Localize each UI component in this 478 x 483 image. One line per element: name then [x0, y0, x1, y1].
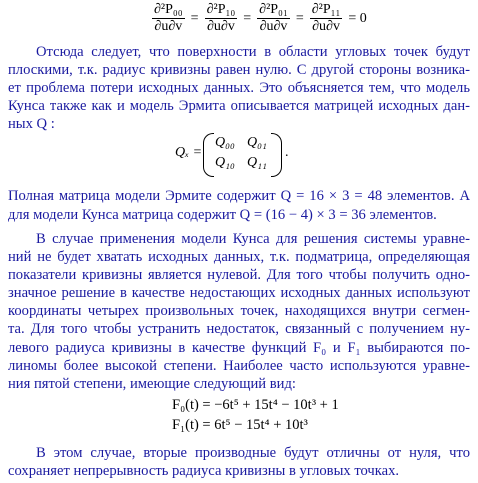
paragraph2-line: Полная матрица модели Эрмите содержит Q = 16 × 3 = 48 элементов. А — [8, 188, 470, 204]
matrix-lhs: Qₓ = — [175, 145, 203, 160]
paragraph1-line: ных Q : — [8, 116, 55, 132]
paragraph3-line: та. Для того чтобы устранить недостаток, связанный с получением ну- — [8, 321, 470, 337]
paragraph3-line: ния пятой степени, имеющие следующий вид: — [8, 376, 296, 392]
paragraph3-line: линомы более высокой степени. Наиболее часто используются уравне- — [8, 358, 470, 374]
fraction-2: $\frac{\text{∂²P₁₀}}{\partial u\partial v}$ — [206, 2, 236, 34]
matrix-cell: Q₁₀ — [215, 155, 235, 170]
matrix-cell: Q₀₀ — [215, 135, 235, 150]
paragraph3-line: ний не будет хватать исходных данных, т.к. подматрица, определяющая — [8, 249, 470, 265]
formula-f1: F₁(t) = 6t⁵ − 15t⁴ + 10t³ — [172, 417, 308, 433]
formula-f0: F₀(t) = −6t⁵ + 15t⁴ − 10t³ + 1 — [172, 397, 339, 413]
paragraph3-line: показатели кривизны является нулевой. Для того чтобы получить одно- — [8, 267, 470, 283]
left-paren — [203, 133, 214, 177]
right-paren — [271, 133, 282, 177]
matrix-cell: Q₀₁ — [247, 135, 267, 150]
equation-mixed-derivatives: $\frac{\text{∂²P₀₀}}{\partial u\partial v}$ = $\frac{\text{∂²P₁₀}}{\partial u\partial v}$ = $\frac{\text{∂²P₀₁}}{\partial u\partial v}$ = $\frac{\text{∂²P₁₁}}{\partial u\partial v}$ = 0 — [154, 2, 367, 34]
fraction-1: $\frac{\text{∂²P₀₀}}{\partial u\partial v}$ — [154, 2, 183, 34]
matrix-q — [175, 133, 305, 175]
paragraph3-line: координаты четырех произвольных точек, находящихся внутри сегмен- — [8, 303, 470, 319]
paragraph1-line: ет проблема потери исходных данных. Это объясняется тем, что модель — [8, 80, 470, 96]
paragraph3-line: значное решение в качестве недостающих исходных данных используют — [8, 285, 470, 301]
paragraph3-line: В случае применения модели Кунса для решения системы уравне- — [36, 231, 470, 247]
fraction-3: $\frac{\text{∂²P₀₁}}{\partial u\partial v}$ — [259, 2, 288, 34]
paragraph1-line: Отсюда следует, что поверхности в области угловых точек будут — [36, 44, 470, 60]
matrix-cell: Q₁₁ — [247, 155, 267, 170]
paragraph2-line: для модели Кунса матрица содержит Q = (16 − 4) × 3 = 36 элементов. — [8, 207, 437, 223]
fraction-4: $\frac{\text{∂²P₁₁}}{\partial u\partial v}$ — [311, 2, 341, 34]
paragraph1-line: Кунса также как и модель Эрмита описывается матрицей исходных дан- — [8, 98, 470, 114]
paragraph4-line: сохраняет непрерывность радиуса кривизны в угловых точках. — [8, 463, 400, 479]
paragraph3-line: левого радиуса кривизны в качестве функций F₀ и F₁ выбираются по- — [8, 340, 470, 356]
matrix-period: . — [285, 145, 289, 160]
paragraph4-line: В этом случае, вторые производные будут отличны от нуля, что — [36, 445, 470, 461]
paragraph1-line: плоскими, т.к. радиус кривизны равен нулю. С другой стороны возника- — [8, 62, 470, 78]
